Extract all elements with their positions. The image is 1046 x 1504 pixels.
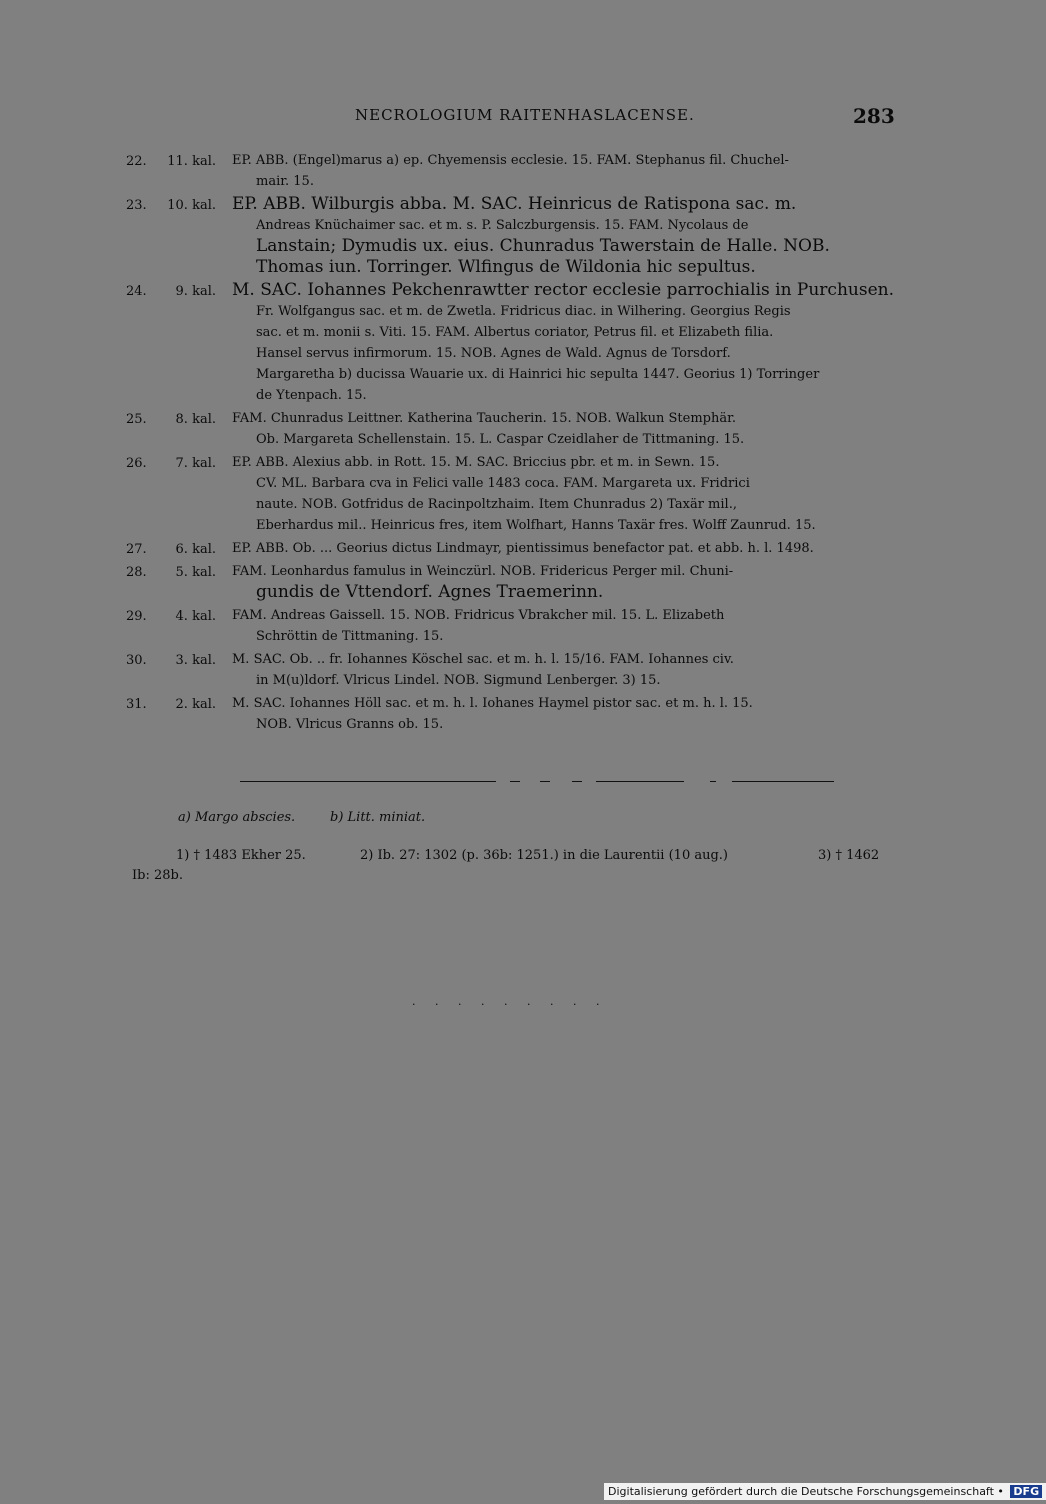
entry-line: CV. ML. Barbara cva in Felici valle 1483 coca. FAM. Margareta ux. Fridrici bbox=[256, 476, 750, 491]
entry-line: Andreas Knüchaimer sac. et m. s. P. Salczburgensis. 15. FAM. Nycolaus de bbox=[256, 218, 749, 233]
entry-line: Lanstain; Dymudis ux. eius. Chunradus Tawerstain de Halle. NOB. bbox=[256, 236, 830, 256]
entry-line: Schröttin de Tittmaning. 15. bbox=[256, 629, 444, 644]
running-head: NECROLOGIUM RAITENHASLACENSE. bbox=[355, 106, 695, 124]
entry-date: 6. kal. bbox=[175, 542, 216, 557]
divider-gap bbox=[716, 778, 732, 784]
footnote-3: 3) † 1462 bbox=[818, 848, 880, 863]
necrology-entries bbox=[0, 150, 1000, 737]
entry-date: 8. kal. bbox=[175, 412, 216, 427]
entry-line: Thomas iun. Torringer. Wlfingus de Wildonia hic sepultus. bbox=[256, 257, 756, 277]
entry-date: 2. kal. bbox=[175, 697, 216, 712]
dfg-logo: DFG bbox=[1010, 1485, 1042, 1498]
entry-date: 3. kal. bbox=[175, 653, 216, 668]
entry-line: mair. 15. bbox=[256, 174, 314, 189]
entry-line: M. SAC. Iohannes Pekchenrawtter rector ecclesie parrochialis in Purchusen. bbox=[232, 280, 894, 300]
entry-number: 26. bbox=[126, 456, 147, 471]
entry-date: 7. kal. bbox=[175, 456, 216, 471]
entry-26 bbox=[0, 452, 1000, 536]
divider-gap bbox=[582, 778, 596, 784]
entry-line: FAM. Leonhardus famulus in Weinczürl. NOB. Fridericus Perger mil. Chuni- bbox=[232, 564, 734, 579]
entry-date: 5. kal. bbox=[175, 565, 216, 580]
divider-gap bbox=[496, 778, 510, 784]
entry-line: in M(u)ldorf. Vlricus Lindel. NOB. Sigmund Lenberger. 3) 15. bbox=[256, 673, 661, 688]
entry-line: NOB. Vlricus Granns ob. 15. bbox=[256, 717, 444, 732]
printed-marks: · · · · · · · · · bbox=[412, 998, 608, 1011]
entry-23 bbox=[0, 194, 1000, 278]
entry-date: 4. kal. bbox=[175, 609, 216, 624]
entry-25 bbox=[0, 408, 1000, 450]
divider-gap bbox=[520, 778, 540, 784]
entry-line: Eberhardus mil.. Heinricus fres, item Wolfhart, Hanns Taxär fres. Wolff Zaunrud. 15. bbox=[256, 518, 816, 533]
entry-line: Hansel servus infirmorum. 15. NOB. Agnes de Wald. Agnus de Torsdorf. bbox=[256, 346, 731, 361]
footnote-1: 1) † 1483 Ekher 25. bbox=[176, 848, 306, 863]
footnote-3-continuation: Ib: 28b. bbox=[132, 868, 183, 883]
entry-line: sac. et m. monii s. Viti. 15. FAM. Albertus coriator, Petrus fil. et Elizabeth filia. bbox=[256, 325, 774, 340]
entry-29 bbox=[0, 605, 1000, 647]
entry-number: 31. bbox=[126, 697, 147, 712]
footnote-a: a) Margo abscies. bbox=[178, 810, 296, 825]
entry-line: gundis de Vttendorf. Agnes Traemerinn. bbox=[256, 582, 604, 602]
entry-line: Margaretha b) ducissa Wauarie ux. di Hainrici hic sepulta 1447. Georius 1) Torringer bbox=[256, 367, 820, 382]
entry-number: 23. bbox=[126, 198, 147, 213]
entry-28 bbox=[0, 561, 1000, 603]
divider-gap bbox=[550, 778, 572, 784]
entry-number: 29. bbox=[126, 609, 147, 624]
entry-line: de Ytenpach. 15. bbox=[256, 388, 367, 403]
entry-date: 10. kal. bbox=[167, 198, 216, 213]
footer-text: Digitalisierung gefördert durch die Deutsche Forschungsgemeinschaft • bbox=[608, 1485, 1004, 1498]
divider-gap bbox=[684, 778, 710, 784]
page-number: 283 bbox=[853, 104, 895, 128]
entry-line: EP. ABB. (Engel)marus a) ep. Chyemensis ecclesie. 15. FAM. Stephanus fil. Chuchel- bbox=[232, 153, 789, 168]
footnote-2: 2) Ib. 27: 1302 (p. 36b: 1251.) in die Laurentii (10 aug.) bbox=[360, 848, 728, 863]
entry-number: 24. bbox=[126, 284, 147, 299]
entry-line: M. SAC. Iohannes Höll sac. et m. h. l. Iohanes Haymel pistor sac. et m. h. l. 15. bbox=[232, 696, 753, 711]
entry-line: naute. NOB. Gotfridus de Racinpoltzhaim. Item Chunradus 2) Taxär mil., bbox=[256, 497, 737, 512]
entry-number: 28. bbox=[126, 565, 147, 580]
entry-line: M. SAC. Ob. .. fr. Iohannes Köschel sac. et m. h. l. 15/16. FAM. Iohannes civ. bbox=[232, 652, 734, 667]
entry-line: EP. ABB. Alexius abb. in Rott. 15. M. SAC. Briccius pbr. et m. in Sewn. 15. bbox=[232, 455, 720, 470]
entry-number: 27. bbox=[126, 542, 147, 557]
entry-24 bbox=[0, 280, 1000, 406]
entry-line: EP. ABB. Ob. ... Georius dictus Lindmayr, pientissimus benefactor pat. et abb. h. l. 1498. bbox=[232, 541, 814, 556]
entry-30 bbox=[0, 649, 1000, 691]
entry-22 bbox=[0, 150, 1000, 192]
entry-number: 25. bbox=[126, 412, 147, 427]
entry-line: Ob. Margareta Schellenstain. 15. L. Caspar Czeidlaher de Tittmaning. 15. bbox=[256, 432, 745, 447]
entry-line: FAM. Chunradus Leittner. Katherina Taucherin. 15. NOB. Walkun Stemphär. bbox=[232, 411, 737, 426]
entry-line: FAM. Andreas Gaissell. 15. NOB. Fridricus Vbrakcher mil. 15. L. Elizabeth bbox=[232, 608, 725, 623]
entry-27 bbox=[0, 538, 1000, 559]
entry-number: 22. bbox=[126, 154, 147, 169]
entry-date: 11. kal. bbox=[167, 154, 216, 169]
entry-number: 30. bbox=[126, 653, 147, 668]
entry-line: Fr. Wolfgangus sac. et m. de Zwetla. Fridricus diac. in Wilhering. Georgius Regis bbox=[256, 304, 791, 319]
entry-line: EP. ABB. Wilburgis abba. M. SAC. Heinricus de Ratispona sac. m. bbox=[232, 194, 797, 214]
entry-31 bbox=[0, 693, 1000, 735]
entry-date: 9. kal. bbox=[175, 284, 216, 299]
footnote-b: b) Litt. miniat. bbox=[330, 810, 426, 825]
digitization-footer bbox=[604, 1483, 1046, 1500]
